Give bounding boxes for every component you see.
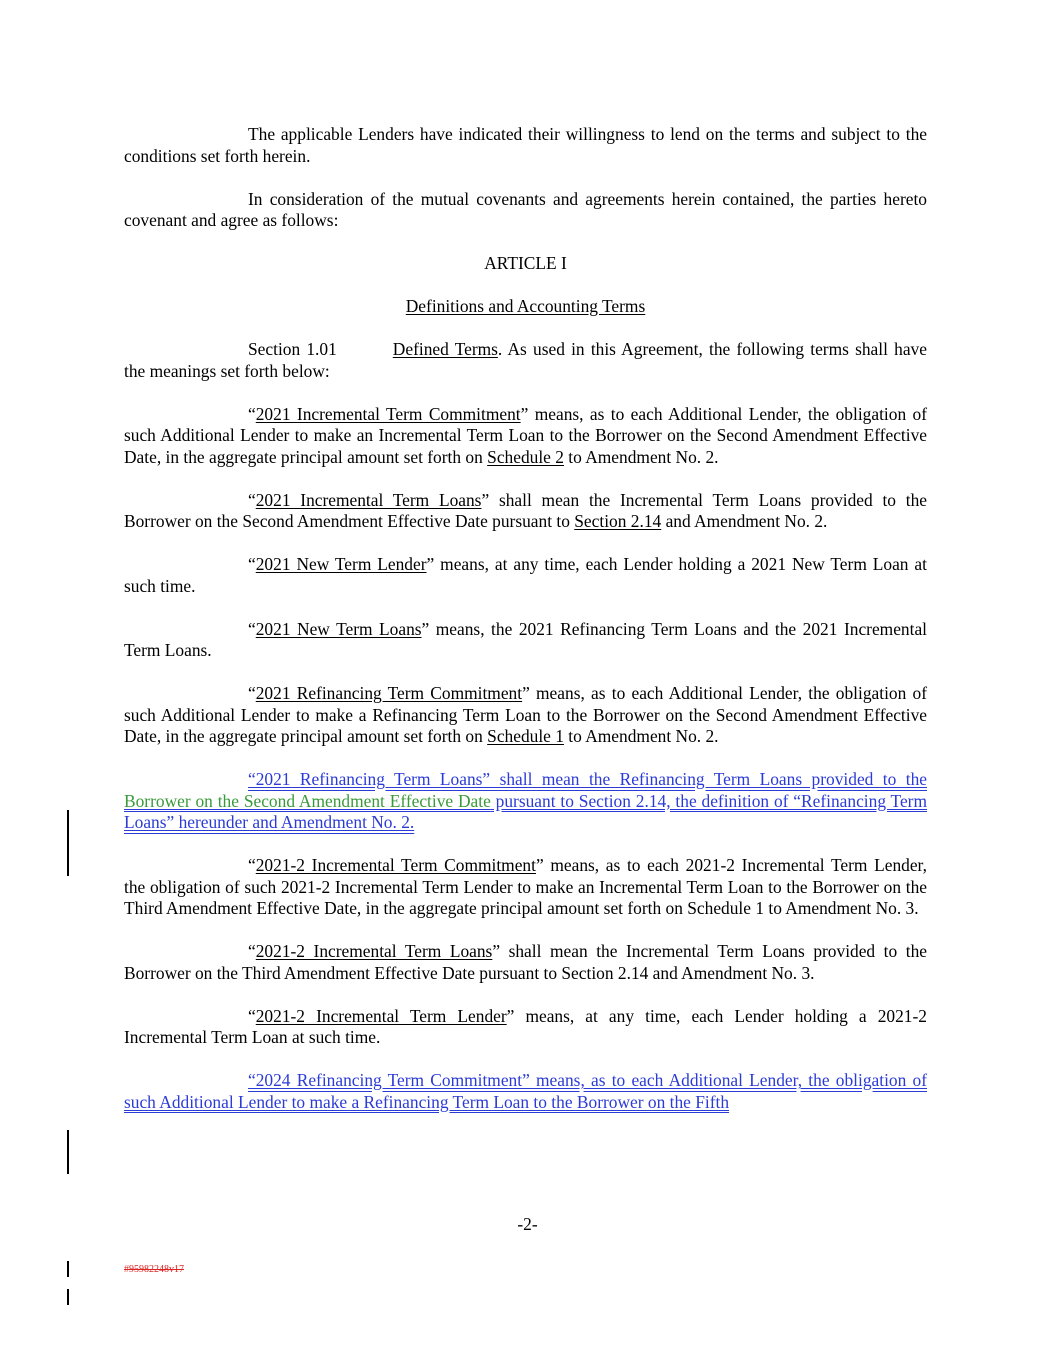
definition-2021-refinancing-term-loans-inserted [124, 769, 927, 834]
definition-text: ” means, as to each 2021-2 Incremental Term Lender, the obligation of such 2021-2 Incremental Term Lender to make an Incremental Term Loan to the Borrower on the Third Amendment Effective Date, in the aggregate principal amount set forth on Schedule 1 to Amendment No. 3. [124, 855, 927, 918]
definition-text: and Amendment No. 2. [661, 511, 828, 531]
section-1-01 [124, 339, 927, 382]
definition-text: ” means, as to each Additional Lender, the obligation of such Additional Lender to make an Incremental Term Loan to the Borrower on the Second Amendment Effective Date, in the aggregate principal amount set forth on [124, 403, 928, 467]
section-heading: Defined Terms [392, 339, 498, 359]
definition-text: ” means, the 2021 Refinancing Term Loans and the 2021 Incremental Term Loans. [124, 618, 927, 660]
change-bar [67, 1261, 69, 1277]
change-bar [67, 810, 69, 876]
change-bar [67, 1130, 69, 1174]
defined-term: 2021 Incremental Term Loans [255, 489, 482, 510]
definition-2021-2-incremental-term-loans: “2021-2 Incremental Term Loans” shall mean the Incremental Term Loans provided to the Borrower on the Third Amendment Effective Date pursuant to Section 2.14 and Amendment No. 3. [124, 941, 928, 983]
definition-text: ” shall mean the Incremental Term Loans provided to the Borrower on the Second Amendment Effective Date pursuant to [124, 489, 928, 531]
definition-text: ” shall mean the Incremental Term Loans provided to the Borrower on the Third Amendment Effective Date pursuant to Section 2.14 and Amendment No. 3. [124, 941, 928, 983]
defined-term: 2021-2 Incremental Term Commitment [255, 855, 536, 875]
definition-2021-incremental-term-loans: “2021 Incremental Term Loans” shall mean the Incremental Term Loans provided to the Borrower on the Second Amendment Effective Date pursuant to Section 2.14 and Amendment No. 2. [124, 489, 928, 531]
definition-text: to Amendment No. 2. [563, 726, 719, 746]
section-text: . As used in this Agreement, the following terms shall have the meanings set forth below: [124, 339, 927, 381]
inserted-text: pursuant to Section 2.14, the definition of “Refinancing Term Loans” hereunder and Amendment No. 2. [124, 790, 927, 832]
definition-2021-2-incremental-term-commitment: “2021-2 Incremental Term Commitment” means, as to each 2021-2 Incremental Term Lender, the obligation of such 2021-2 Incremental Term Lender to make an Incremental Term Loan to the Borrower on the Third Amendment Effective Date, in the aggregate principal amount set forth on Schedule 1 to Amendment No. 3. [124, 855, 927, 918]
page-number: -2- [517, 1214, 538, 1234]
defined-term: 2021 Refinancing Term Commitment [255, 683, 523, 703]
defined-term: 2021-2 Incremental Term Lender [255, 1005, 507, 1026]
document-page [124, 124, 927, 1135]
definition-text: ” means, at any time, each Lender holding a 2021-2 Incremental Term Loan at such time. [124, 1005, 927, 1047]
definition-2021-2-incremental-term-lender: “2021-2 Incremental Term Lender” means, at any time, each Lender holding a 2021-2 Incremental Term Loan at such time. [124, 1005, 927, 1047]
definition-2024-refinancing-term-commitment-inserted [124, 1070, 927, 1113]
document-id: #95982248v17 [124, 1264, 184, 1275]
definition-2021-new-term-loans: “2021 New Term Loans” means, the 2021 Refinancing Term Loans and the 2021 Incremental Term Loans. [124, 618, 927, 660]
defined-term: 2021-2 Incremental Term Loans [255, 941, 493, 961]
inserted-text: “2024 Refinancing Term Commitment” means, as to each Additional Lender, the obligation of such Additional Lender to make a Refinancing Term Loan to the Borrower on the Fifth [124, 1070, 927, 1112]
change-bar [67, 1289, 69, 1305]
inserted-text: “2021 Refinancing Term Loans” shall mean the Refinancing Term Loans provided to the [248, 769, 927, 789]
defined-term: 2021 Incremental Term Commitment [255, 403, 521, 424]
definition-2021-incremental-term-commitment: “2021 Incremental Term Commitment” means, as to each Additional Lender, the obligation of such Additional Lender to make an Incremental Term Loan to the Borrower on the Second Amendment Effective Date, in the aggregate principal amount set forth on Schedule 2 to Amendment No. 2. [124, 403, 928, 467]
defined-term: 2021 New Term Loans [255, 618, 422, 639]
intro-paragraph-1: The applicable Lenders have indicated their willingness to lend on the terms and subject to the conditions set forth herein. [124, 124, 927, 166]
definition-text: ” means, at any time, each Lender holding a 2021 New Term Loan at such time. [124, 554, 927, 596]
cross-reference: Schedule 1 [487, 726, 564, 746]
intro-paragraph-2: In consideration of the mutual covenants and agreements herein contained, the parties hereto covenant and agree as follows: [124, 188, 927, 230]
cross-reference: Section 2.14 [574, 511, 662, 531]
article-subtitle [124, 296, 927, 318]
cross-reference: Schedule 2 [487, 446, 564, 467]
definition-text: ” means, as to each Additional Lender, the obligation of such Additional Lender to make a Refinancing Term Loan to the Borrower on the Second Amendment Effective Date, in the aggregate principal amount set forth on [124, 683, 928, 746]
moved-text: Borrower on the Second Amendment Effective Date [124, 790, 491, 811]
article-subtitle-text: Definitions and Accounting Terms [405, 296, 646, 316]
definition-2021-refinancing-term-commitment: “2021 Refinancing Term Commitment” means, as to each Additional Lender, the obligation of such Additional Lender to make a Refinancing Term Loan to the Borrower on the Second Amendment Effective Date, in the aggregate principal amount set forth on Schedule 1 to Amendment No. 2. [124, 683, 928, 746]
definition-2021-new-term-lender: “2021 New Term Lender” means, at any time, each Lender holding a 2021 New Term Loan at such time. [124, 554, 927, 596]
section-number: Section 1.01 [248, 339, 337, 359]
defined-term: 2021 New Term Lender [255, 554, 427, 574]
definition-text: to Amendment No. 2. [563, 446, 719, 467]
article-title: ARTICLE I [484, 253, 567, 273]
